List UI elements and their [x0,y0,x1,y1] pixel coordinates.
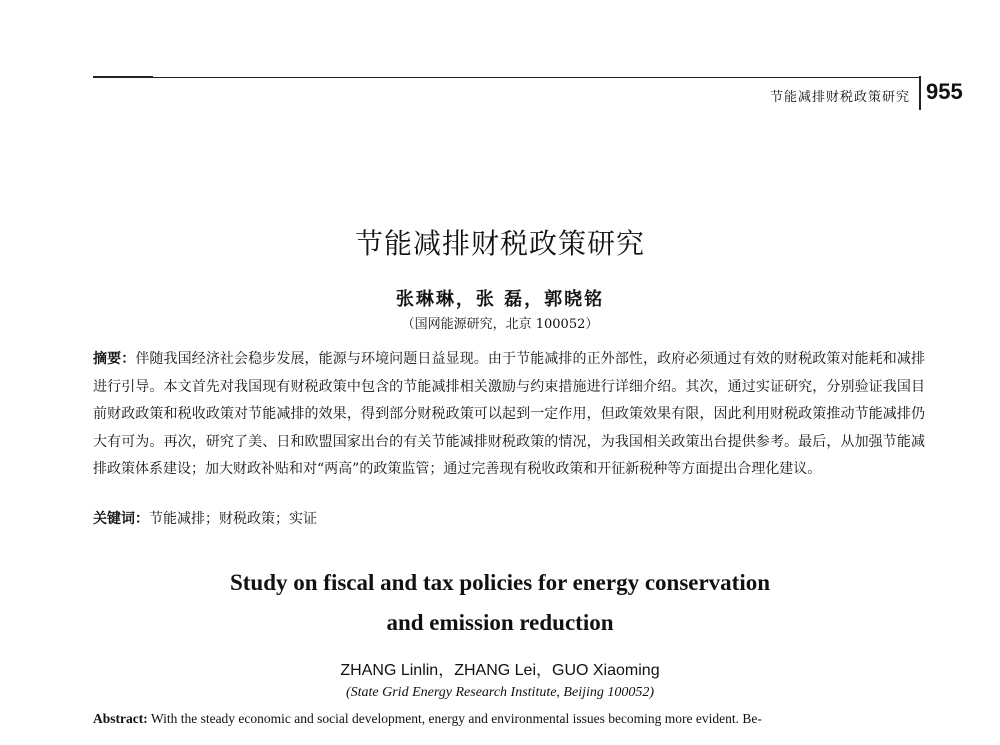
chinese-affiliation: （国网能源研究，北京 100052） [401,317,599,332]
header-vertical-bar [919,76,921,110]
chinese-keywords-text: 节能减排；财税政策；实证 [149,511,317,527]
english-abstract-label: Abstract: [93,711,148,726]
chinese-abstract-text: 伴随我国经济社会稳步发展，能源与环境问题日益显现。由于节能减排的正外部性，政府必须通过有效的财税政策对能耗和减排进行引导。本文首先对我国现有财税政策中包含的节能减排相关激励与约束措施进行详细介绍。其次，通过实证研究，分别验证我国目前财政政策和税收政策对节能减排的效果，得到部分财税政策可以起到一定作用，但政策效果有限，因此利用财税政策推动节能减排仍大有可为。再次，研究了美、日和欧盟国家出台的有关节能减排财税政策的情况，为我国相关政策出台提供参考。最后，从加强节能减排政策体系建设；加大财政补贴和对“两高”的政策监管；通过完善现有税收政策和开征新税种等方面提出合理化建议。 [93,351,925,477]
english-title [0,563,1000,643]
chinese-abstract-label: 摘要： [93,351,136,367]
chinese-keywords [93,508,317,528]
english-abstract-text: With the steady economic and social development, energy and environmental issues becoming more evident. Be- [150,711,762,726]
page-number: 955 [926,79,963,104]
english-abstract [93,711,925,727]
english-title-line-2: and emission reduction [386,610,614,635]
chinese-keywords-label: 关键词： [93,511,149,527]
running-head: 节能减排财税政策研究 [769,90,910,105]
english-affiliation: (State Grid Energy Research Institute, Beijing 100052) [345,685,655,700]
chinese-abstract [93,346,925,484]
english-authors: ZHANG Linlin，ZHANG Lei，GUO Xiaoming [340,662,660,679]
chinese-authors: 张琳琳，张 磊，郭晓铭 [395,289,605,310]
english-title-line-1: Study on fiscal and tax policies for energy conservation [229,570,771,595]
chinese-title: 节能减排财税政策研究 [354,227,645,260]
header-rule [93,77,919,78]
